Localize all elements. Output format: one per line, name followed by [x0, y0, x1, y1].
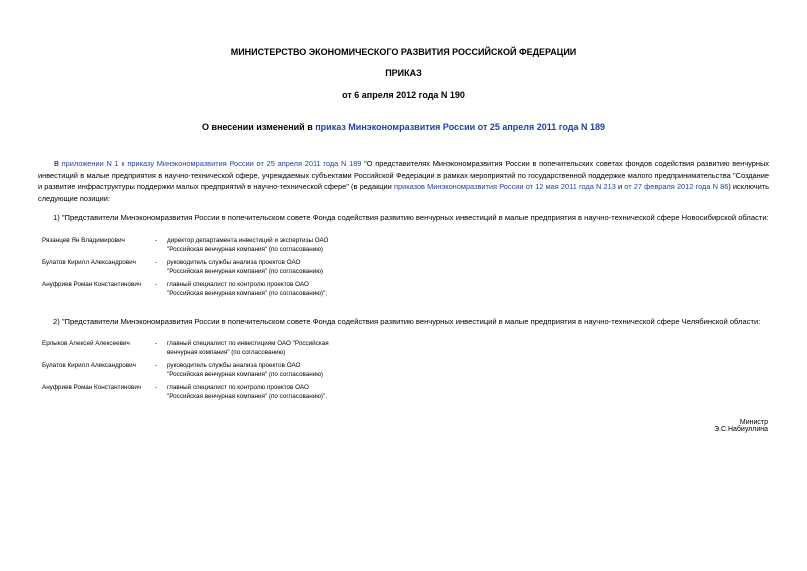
intro-text: (в редакции	[348, 182, 394, 191]
person-position	[167, 384, 367, 401]
document-date: от 6 апреля 2012 года N 190	[342, 90, 465, 100]
dash: -	[155, 237, 158, 244]
position-line: "Российская венчурная компания" (по согласованию)	[167, 267, 324, 275]
person-position	[167, 362, 367, 379]
intro-text: В	[54, 159, 62, 168]
position-line: "Российская венчурная компания" (по согласованию)".	[167, 392, 328, 400]
section-1-list	[42, 237, 522, 303]
person-name: Ануфриев Роман Константинович	[42, 384, 142, 391]
person-name: Рязанцев Ян Владимирович	[42, 237, 125, 244]
dash: -	[155, 281, 158, 288]
intro-text: и	[615, 182, 625, 191]
position-line: главный специалист по инвестициям ОАО "Российская	[167, 340, 329, 347]
section-2-list	[42, 340, 522, 406]
position-line: "Российская венчурная компания" (по согласованию)";	[167, 289, 328, 297]
position-line: главный специалист по контролю проектов ОАО	[167, 281, 309, 288]
order-189-link[interactable]: приложении N 1 к приказу Минэкономразвития России от 25 апреля 2011 года N 189	[61, 159, 362, 168]
position-line: "Российская венчурная компания" (по согласованию)	[167, 245, 324, 253]
title-prefix: О внесении изменений в	[201, 122, 316, 132]
intro-paragraph	[38, 158, 769, 204]
dash: -	[155, 259, 158, 266]
document-type: ПРИКАЗ	[385, 68, 422, 78]
person-name: Ануфриев Роман Константинович	[42, 281, 142, 288]
title-link[interactable]: приказ Минэкономразвития России от 25 апреля 2011 года N 189	[315, 122, 606, 132]
person-name: Булатов Кирилл Александрович	[42, 362, 136, 369]
position-line: руководитель службы анализа проектов ОАО	[167, 362, 301, 369]
position-line: венчурная компания" (по согласованию)	[167, 348, 286, 356]
position-line: главный специалист по контролю проектов ОАО	[167, 384, 309, 391]
list-item	[42, 340, 522, 357]
order-86-link[interactable]: от 27 февраля 2012 года N 86	[624, 182, 729, 191]
list-item	[42, 281, 522, 298]
intro-text: ) исключить следующие позиции:	[38, 182, 769, 203]
dash: -	[155, 362, 158, 369]
section-2-heading: 2) "Представители Минэкономразвития России в попечительском совете Фонда содействия развитию венчурных инвестиций в малые предприятия в научно-технической сфере Челябинской области:	[53, 317, 761, 326]
signatory-position: Министр	[739, 419, 768, 426]
ministry-name: МИНИСТЕРСТВО ЭКОНОМИЧЕСКОГО РАЗВИТИЯ РОССИЙСКОЙ ФЕДЕРАЦИИ	[230, 47, 577, 57]
list-item	[42, 259, 522, 276]
dash: -	[155, 340, 158, 347]
list-item	[42, 237, 522, 254]
list-item	[42, 384, 522, 401]
person-position	[167, 340, 367, 357]
signatory-name: Э.С.Набиуллина	[713, 426, 768, 433]
person-name: Булатов Кирилл Александрович	[42, 259, 136, 266]
document-title	[0, 122, 807, 132]
list-item	[42, 362, 522, 379]
position-line: директор департамента инвестиций и экспертизы ОАО	[167, 237, 329, 244]
dash: -	[155, 384, 158, 391]
person-position	[167, 281, 367, 298]
intro-text: "О представителях Минэкономразвития России в попечительских советах фондов содействия развитию венчурных инвестиций в малые предприятия в научно-технической сфере, учреждаемых субъектами Российской Федерации в рамках мероприятий по государственной поддержке малого предпринимательства "Создание и развитие инфраструктуры поддержки малых предприятий в научно-технической сфере"	[38, 159, 769, 191]
person-position	[167, 237, 367, 254]
order-213-link[interactable]: приказов Минэкономразвития России от 12 мая 2011 года N 213	[393, 182, 616, 191]
person-position	[167, 259, 367, 276]
position-line: "Российская венчурная компания" (по согласованию)	[167, 370, 324, 378]
signature-block	[714, 419, 768, 433]
person-name: Ерлыков Алексей Алексеевич	[42, 340, 130, 347]
section-1-heading: 1) "Представители Минэкономразвития России в попечительском совете Фонда содействия развитию венчурных инвестиций в малые предприятия в научно-технической сфере Новосибирской области:	[53, 213, 769, 222]
position-line: руководитель службы анализа проектов ОАО	[167, 259, 301, 266]
